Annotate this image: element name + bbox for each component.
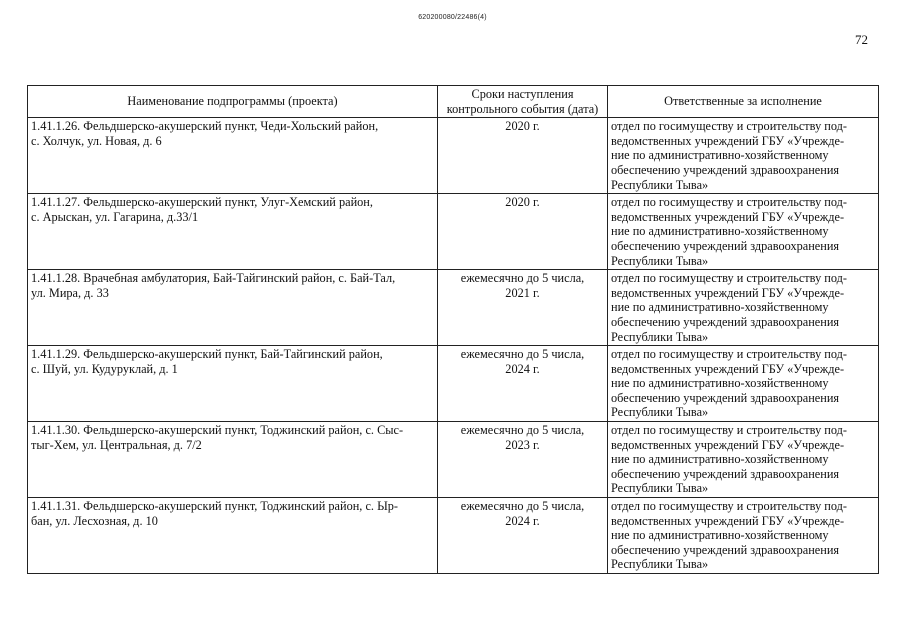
- table-row: [28, 422, 879, 498]
- cell-responsible-line: отдел по госимуществу и строительству под-: [611, 499, 848, 514]
- cell-subprogram-name: [28, 118, 438, 194]
- column-header-responsible: Ответственные за исполнение: [608, 86, 879, 118]
- cell-subprogram-name-line: 1.41.1.26. Фельдшерско-акушерский пункт, Чеди-Хольский район,: [31, 119, 379, 134]
- cell-subprogram-name-line: бан, ул. Лесхозная, д. 10: [31, 513, 158, 528]
- table-body: [28, 118, 879, 574]
- cell-subprogram-name-line: ул. Мира, д. 33: [31, 285, 109, 300]
- cell-deadline-line: 2020 г.: [505, 195, 540, 210]
- cell-subprogram-name-line: 1.41.1.31. Фельдшерско-акушерский пункт, Тоджинский район, с. Ыр-: [31, 499, 399, 514]
- cell-responsible-line: ведомственных учреждений ГБУ «Учрежде-: [611, 513, 845, 528]
- cell-deadline-line: 2023 г.: [505, 437, 540, 452]
- cell-responsible-line: ние по административно-хозяйственному: [611, 148, 829, 163]
- cell-deadline: [438, 270, 608, 346]
- cell-subprogram-name-line: с. Холчук, ул. Новая, д. 6: [31, 133, 162, 148]
- cell-responsible-line: Республики Тыва»: [611, 405, 709, 420]
- cell-subprogram-name-line: с. Шуй, ул. Кудуруклай, д. 1: [31, 361, 178, 376]
- cell-responsible: [608, 194, 879, 270]
- cell-deadline: [438, 498, 608, 574]
- cell-deadline: [438, 194, 608, 270]
- cell-subprogram-name-line: 1.41.1.28. Врачебная амбулатория, Бай-Тайгинский район, с. Бай-Тал,: [31, 271, 396, 286]
- cell-subprogram-name-line: с. Арыскан, ул. Гагарина, д.33/1: [31, 209, 199, 224]
- cell-responsible-line: ние по административно-хозяйственному: [611, 452, 829, 467]
- cell-responsible-line: обеспечению учреждений здравоохранения: [611, 542, 840, 557]
- cell-responsible-line: ние по административно-хозяйственному: [611, 224, 829, 239]
- page-number: 72: [855, 32, 868, 47]
- cell-deadline-line: 2024 г.: [505, 361, 540, 376]
- cell-deadline-line: ежемесячно до 5 числа,: [460, 423, 585, 438]
- cell-subprogram-name: [28, 194, 438, 270]
- cell-deadline-line: 2024 г.: [505, 513, 540, 528]
- cell-deadline: [438, 422, 608, 498]
- cell-responsible: [608, 270, 879, 346]
- cell-deadline-line: 2020 г.: [505, 119, 540, 134]
- cell-subprogram-name-line: 1.41.1.29. Фельдшерско-акушерский пункт, Бай-Тайгинский район,: [31, 347, 383, 362]
- cell-subprogram-name-line: 1.41.1.30. Фельдшерско-акушерский пункт, Тоджинский район, с. Сыс-: [31, 423, 404, 438]
- cell-responsible-line: ведомственных учреждений ГБУ «Учрежде-: [611, 133, 845, 148]
- column-header-deadline: Сроки наступления контрольного события (дата): [438, 86, 608, 118]
- table-row: [28, 498, 879, 574]
- cell-responsible-line: ние по административно-хозяйственному: [611, 528, 829, 543]
- column-header-name: Наименование подпрограммы (проекта): [28, 86, 438, 118]
- cell-deadline: [438, 346, 608, 422]
- cell-responsible-line: обеспечению учреждений здравоохранения: [611, 238, 840, 253]
- cell-responsible-line: ние по административно-хозяйственному: [611, 300, 829, 315]
- cell-responsible-line: отдел по госимуществу и строительству под-: [611, 347, 848, 362]
- cell-responsible-line: ведомственных учреждений ГБУ «Учрежде-: [611, 285, 845, 300]
- cell-responsible: [608, 422, 879, 498]
- cell-responsible-line: ние по административно-хозяйственному: [611, 376, 829, 391]
- table-row: [28, 346, 879, 422]
- subprogram-table: [27, 85, 879, 574]
- cell-responsible: [608, 118, 879, 194]
- cell-deadline-line: 2021 г.: [505, 285, 540, 300]
- cell-subprogram-name: [28, 270, 438, 346]
- cell-responsible-line: обеспечению учреждений здравоохранения: [611, 466, 840, 481]
- document-id: 620200080/22486(4): [418, 14, 487, 21]
- cell-responsible-line: ведомственных учреждений ГБУ «Учрежде-: [611, 361, 845, 376]
- table-row: [28, 118, 879, 194]
- cell-deadline-line: ежемесячно до 5 числа,: [460, 499, 585, 514]
- table-row: [28, 194, 879, 270]
- cell-responsible: [608, 498, 879, 574]
- cell-responsible-line: обеспечению учреждений здравоохранения: [611, 390, 840, 405]
- cell-responsible-line: Республики Тыва»: [611, 557, 709, 572]
- cell-responsible-line: обеспечению учреждений здравоохранения: [611, 162, 840, 177]
- cell-subprogram-name-line: тыг-Хем, ул. Центральная, д. 7/2: [31, 437, 202, 452]
- cell-deadline-line: ежемесячно до 5 числа,: [460, 347, 585, 362]
- cell-responsible-line: Республики Тыва»: [611, 329, 709, 344]
- cell-responsible-line: отдел по госимуществу и строительству под-: [611, 271, 848, 286]
- cell-responsible-line: отдел по госимуществу и строительству под-: [611, 195, 848, 210]
- cell-subprogram-name-line: 1.41.1.27. Фельдшерско-акушерский пункт, Улуг-Хемский район,: [31, 195, 373, 210]
- cell-responsible-line: ведомственных учреждений ГБУ «Учрежде-: [611, 209, 845, 224]
- cell-responsible-line: Республики Тыва»: [611, 253, 709, 268]
- cell-responsible-line: отдел по госимуществу и строительству под-: [611, 423, 848, 438]
- cell-responsible-line: отдел по госимуществу и строительству под-: [611, 119, 848, 134]
- cell-responsible-line: Республики Тыва»: [611, 177, 709, 192]
- cell-subprogram-name: [28, 498, 438, 574]
- cell-deadline-line: ежемесячно до 5 числа,: [460, 271, 585, 286]
- cell-subprogram-name: [28, 422, 438, 498]
- cell-responsible: [608, 346, 879, 422]
- cell-subprogram-name: [28, 346, 438, 422]
- table-header-row: [28, 86, 879, 118]
- cell-responsible-line: обеспечению учреждений здравоохранения: [611, 314, 840, 329]
- cell-responsible-line: Республики Тыва»: [611, 481, 709, 496]
- table-row: [28, 270, 879, 346]
- cell-deadline: [438, 118, 608, 194]
- cell-responsible-line: ведомственных учреждений ГБУ «Учрежде-: [611, 437, 845, 452]
